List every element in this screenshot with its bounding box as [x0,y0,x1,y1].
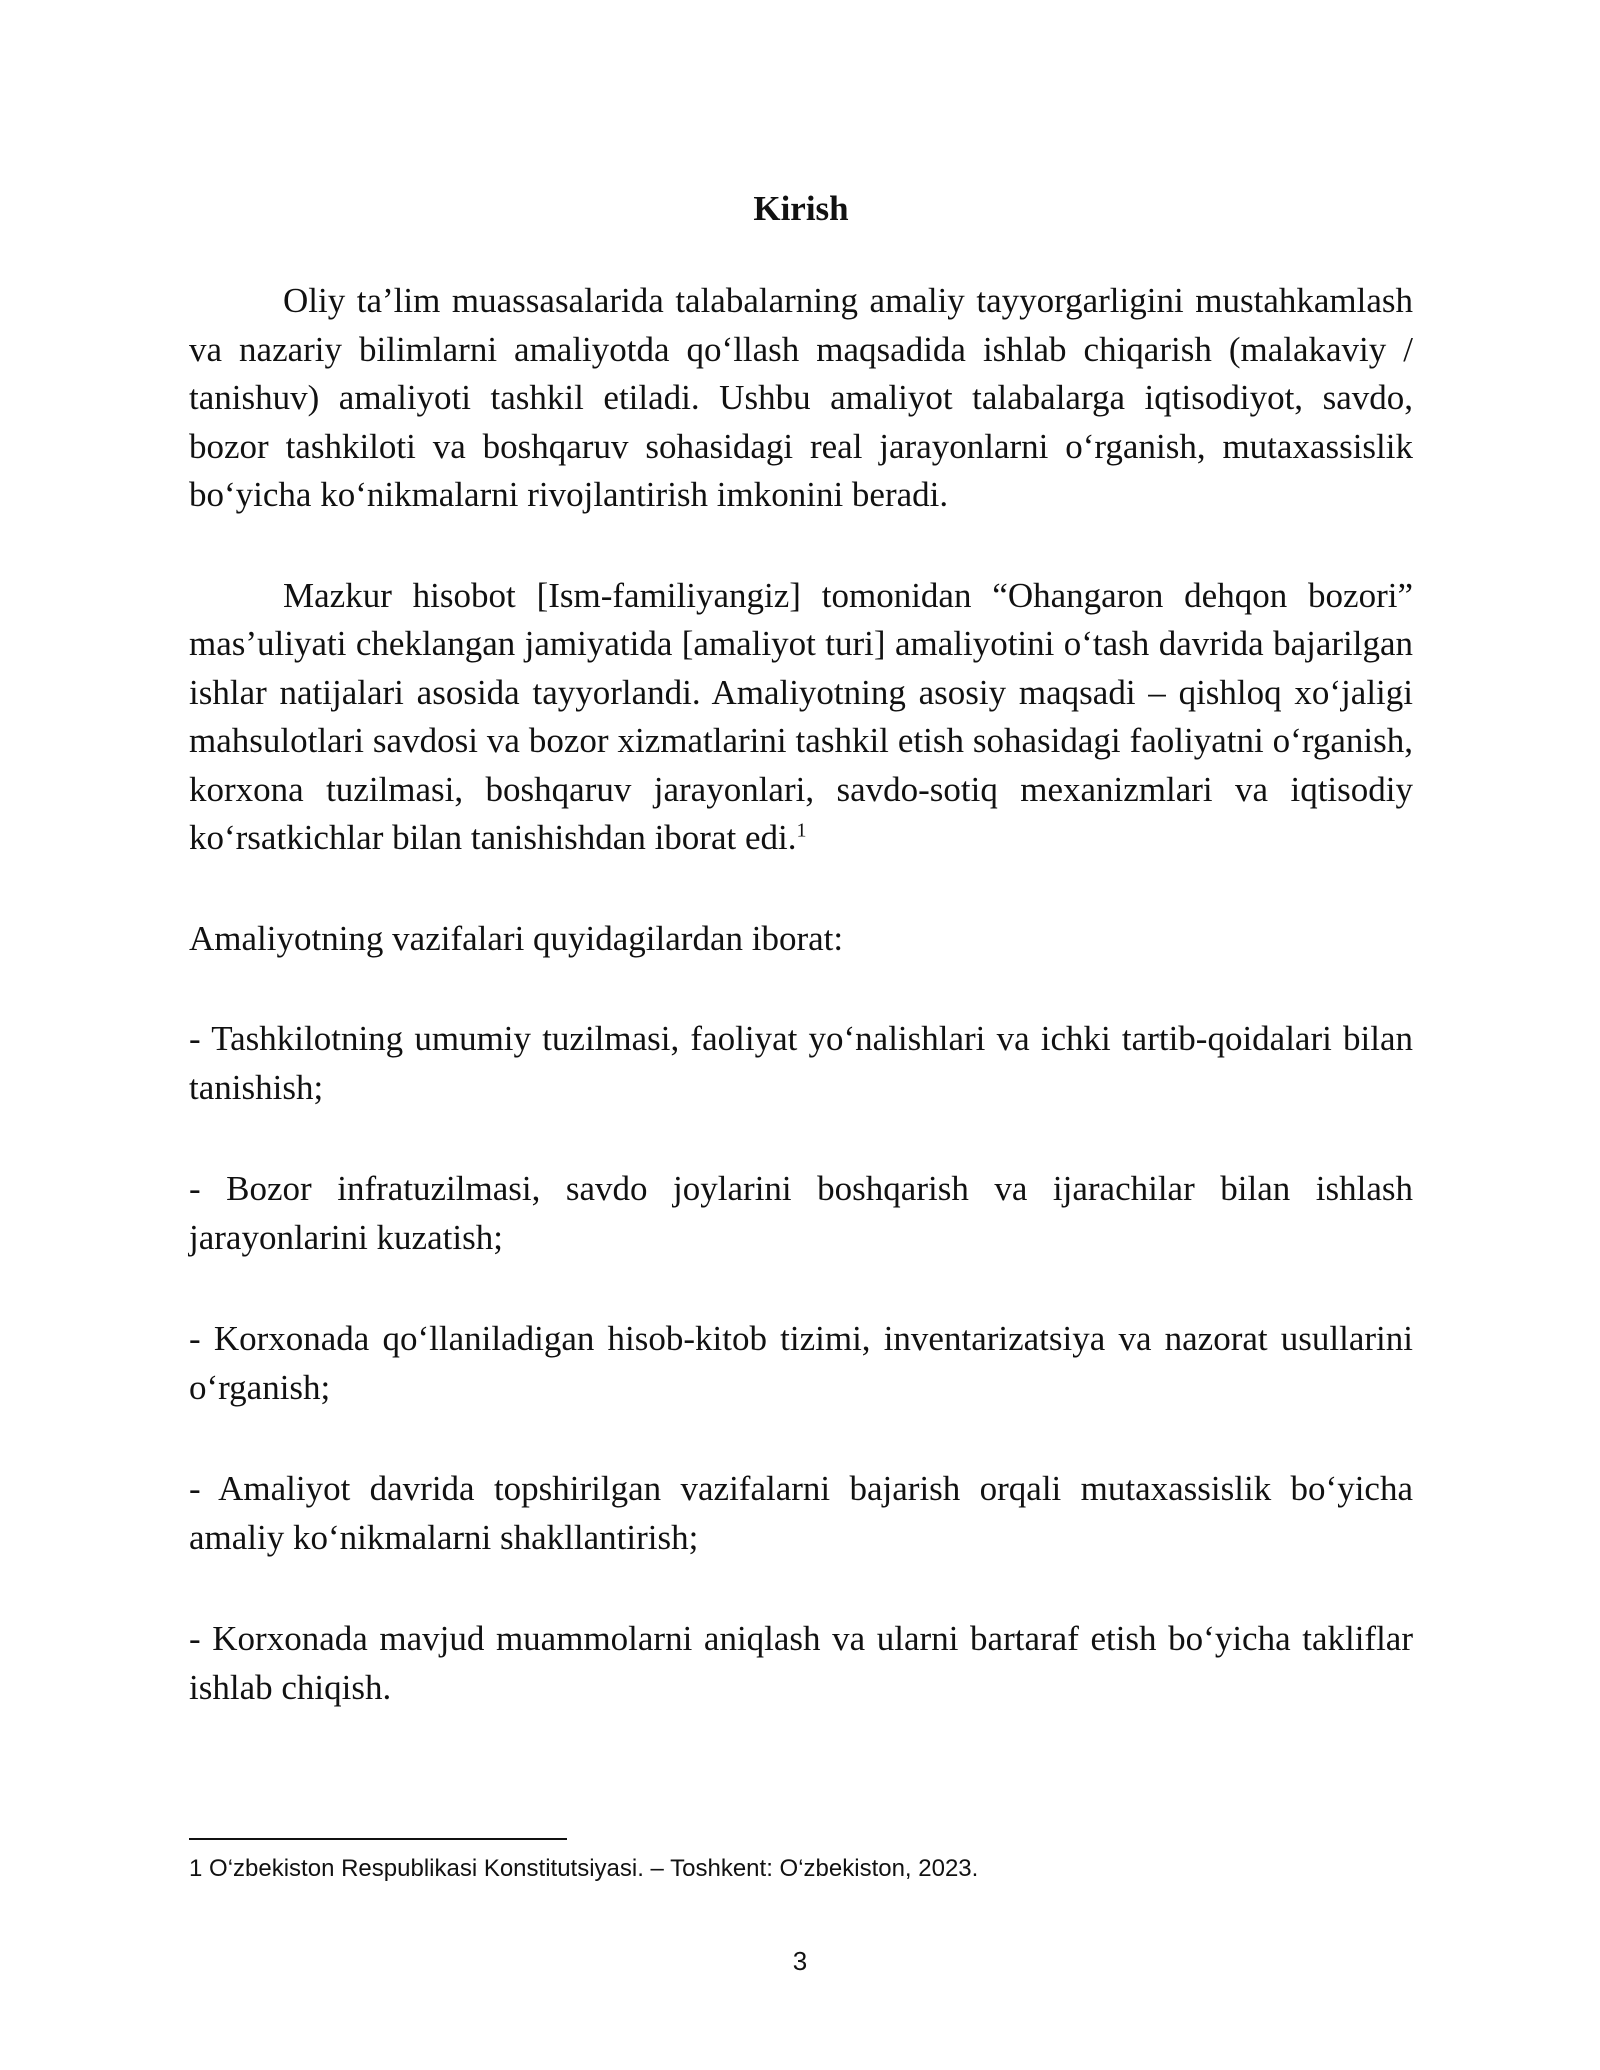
section-title: Kirish [753,189,849,228]
footnote-reference[interactable]: 1 [796,819,807,842]
task-item-5: - Korxonada mavjud muammolarni aniqlash va ularni bartaraf etish bo‘yicha takliflar ishlab chiqish. [189,1619,1413,1707]
footnote-separator [189,1838,567,1840]
task-item-3: - Korxonada qo‘llaniladigan hisob-kitob tizimi, inventarizatsiya va nazorat usullarini o‘rganish; [189,1319,1413,1407]
footnote-text: O‘zbekiston Respublikasi Konstitutsiyasi. – Toshkent: O‘zbekiston, 2023. [209,1855,979,1882]
paragraph-report-purpose [189,572,1413,863]
tasks-intro: Amaliyotning vazifalari quyidagilardan iborat: [189,918,844,958]
paragraph-intro: Oliy ta’lim muassasalarida talabalarning amaliy tayyorgarligini mustahkamlash va nazariy bilimlarni amaliyotda qo‘llash maqsadida ishlab chiqarish (malakaviy / tanishuv) amaliyoti tashkil etiladi. Ushbu amaliyot talabalarga iqtisodiyot, savdo, bozor tashkiloti va boshqaruv sohasidagi real jarayonlarni o‘rganish, mutaxassislik bo‘yicha ko‘nikmalarni rivojlantirish imkonini beradi. [189,281,1413,514]
page-body [189,185,1413,1765]
footnote [189,1853,1413,1885]
paragraph-report-purpose-text: Mazkur hisobot [Ism-familiyangiz] tomonidan “Ohangaron dehqon bozori” mas’uliyati cheklangan jamiyatida [amaliyot turi] amaliyotini o‘tash davrida bajarilgan ishlar natijalari asosida tayyorlandi. Amaliyotning asosiy maqsadi – qishloq xo‘jaligi mahsulotlari savdosi va bozor xizmatlarini tashkil etish sohasidagi faoliyatni o‘rganish, korxona tuzilmasi, boshqaruv jarayonlari, savdo-sotiq mexanizmlari va iqtisodiy ko‘rsatkichlar bilan tanishishdan iborat edi. [189,575,1413,857]
footnote-number: 1 [189,1855,203,1882]
task-item-2: - Bozor infratuzilmasi, savdo joylarini boshqarish va ijarachilar bilan ishlash jarayonlarini kuzatish; [189,1169,1413,1257]
task-item-4: - Amaliyot davrida topshirilgan vazifalarni bajarish orqali mutaxassislik bo‘yicha amaliy ko‘nikmalarni shakllantirish; [189,1469,1413,1557]
page-number: 3 [792,1946,808,1976]
task-item-1: - Tashkilotning umumiy tuzilmasi, faoliyat yo‘nalishlari va ichki tartib-qoidalari bilan tanishish; [189,1019,1413,1107]
